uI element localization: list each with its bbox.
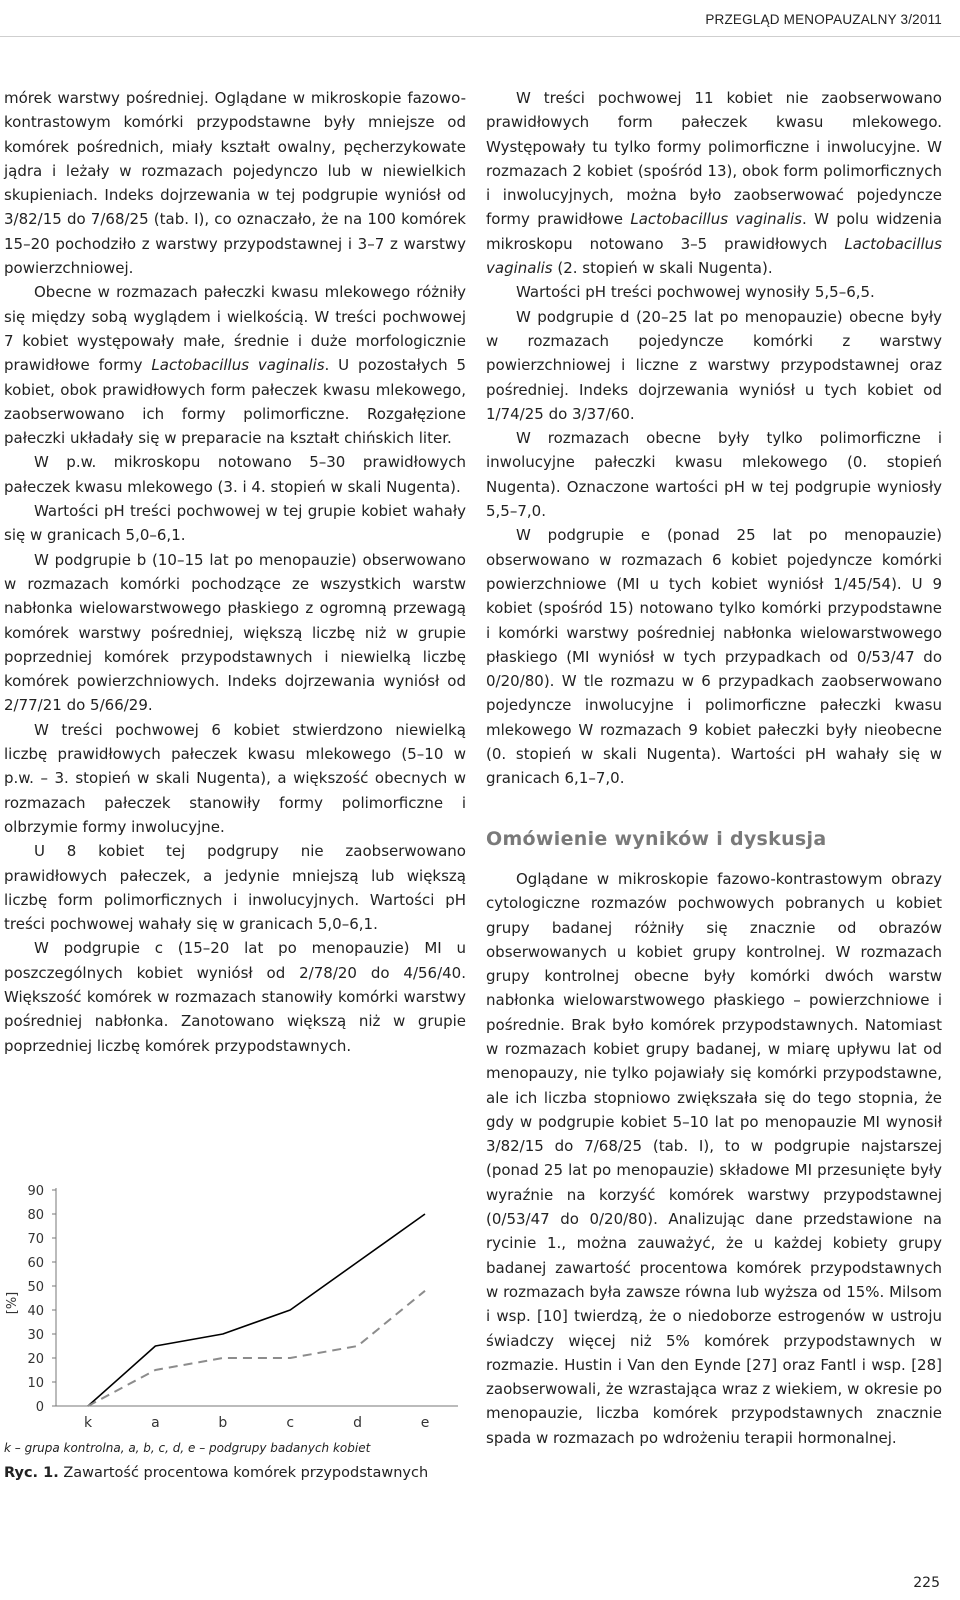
species-name: Lactobacillus vaginalis: [630, 210, 802, 229]
y-tick-label: 20: [27, 1352, 44, 1367]
left-column: [4, 86, 466, 1058]
figure-caption-text: Zawartość procentowa komórek przypodstawnych: [58, 1465, 429, 1481]
text-run: . W polu widzenia mikroskopu notowano 3–5 prawidłowych: [486, 210, 943, 253]
paragraph-subgroup-d: W podgrupie d (20–25 lat po menopauzie) obecne były w rozmazach pojedyncze komórki z warstwy powierzchniowej i liczne z warstwy przypodstawnej oraz pośredniej. Indeks dojrzewania wyniósł u tych kobiet od 1/74/25 do 3/37/60.: [486, 307, 942, 423]
paragraph-subgroup-b: W podgrupie b (10–15 lat po menopauzie) obserwowano w rozmazach komórki pochodzące ze wszystkich warstw nabłonka wielowarstwowego płaskiego z ogromną przewagą komórek warstwy pośredniej, większą liczbę niż w grupie poprzedniej komórek przypodstawnych i niewielką liczbę komórek powierzchniowych. Indeks dojrzewania wyniósł od 2/77/21 do 5/66/29.: [4, 550, 466, 715]
x-tick-label: k: [83, 1415, 93, 1431]
line-chart: [0, 1178, 470, 1436]
y-tick-label: 80: [27, 1208, 44, 1223]
running-head: PRZEGLĄD MENOPAUZALNY 3/2011: [705, 12, 942, 27]
header-rule: [0, 36, 960, 37]
x-tick-label: a: [151, 1415, 160, 1431]
paragraph-lactobacilli: [4, 280, 466, 450]
paragraph-subgroup-c: W podgrupie c (15–20 lat po menopauzie) MI u poszczególnych kobiet wyniósł od 2/78/20 do 4/56/40. Większość komórek w rozmazach stanowiły komórki warstwy pośredniej nabłonka. Zanotowano większą niż w grupie poprzedniej liczbę komórek przypodstawnych.: [4, 939, 466, 1055]
right-column: [486, 86, 942, 1450]
species-name: Lactobacillus vaginalis: [151, 356, 325, 375]
y-tick-label: 70: [27, 1232, 44, 1247]
x-tick-label: d: [353, 1415, 363, 1431]
text-run: . U pozostałych 5 kobiet, obok prawidłowych form pałeczek kwasu mlekowego, zaobserwowano ich formy polimorficzne. Rozgałęzione pałeczki układały się w preparacie na kształt chińskich liter.: [4, 356, 466, 448]
y-tick-label: 60: [27, 1256, 44, 1271]
paragraph-subgroup-b-ph: U 8 kobiet tej podgrupy nie zaobserwowano prawidłowych pałeczek, a jedynie mniejszą lub większą liczbę form polimorficznych i inwolucyjnych. Wartości pH treści pochwowej wahały się w granicach 5,0–6,1.: [4, 842, 466, 934]
paragraph-subgroup-e: W podgrupie e (ponad 25 lat po menopauzie) obserwowano w rozmazach 6 kobiet pojedyncze komórki powierzchniowe (MI u tych kobiet wyniósł 1/45/54). U 9 kobiet (spośród 15) notowano tylko komórki przypodstawne i komórki warstwy pośredniej nabłonka wielowarstwowego płaskiego (MI wyniósł w tych przypadkach od 0/53/47 do 0/20/80). W tle rozmazu w 6 przypadkach zaobserwowano pojedyncze inwolucyjne i polimorficzne pałeczki kwasu mlekowego W rozmazach 9 kobiet pałeczki były nieobecne (0. stopień w skali Nugenta). Wartości pH wahały się w granicach 6,1–7,0.: [486, 526, 942, 788]
series-line-2: [88, 1291, 425, 1406]
paragraph-ph: Wartości pH treści pochwowej w tej grupie kobiet wahały się w granicach 5,0–6,1.: [4, 502, 466, 545]
paragraph-discussion: Oglądane w mikroskopie fazowo-kontrastowym obrazy cytologiczne rozmazów pochwowych pobranych u kobiet grupy badanej różniły się znacznie od obrazów obserwowanych u kobiet grupy kontrolnej. W rozmazach grupy kontrolnej obecne były komórki dwóch warstw nabłonka wielowarstwowego płaskiego – powierzchniowe i pośrednie. Brak było komórek przypodstawnych. Natomiast w rozmazach kobiet grupy badanej, w miarę upływu lat od menopauzy, nie tylko pojawiały się komórki przypodstawne, ale ich liczba stopniowo zwiększała się do tego stopnia, że gdy w podgrupie kobiet 5–10 lat po menopauzie MI wynosił 3/82/15 do 7/68/25 (tab. I), to w podgrupie najstarszej (ponad 25 lat po menopauzie) składowe MI przesunięte były wyraźnie na korzyść komórek warstwy przypodstawnej (0/53/47 do 0/20/80). Analizując dane przedstawione na rycinie 1., można zauważyć, że u każdej kobiety grupy badanej zawartość procentowa komórek przypodstawnych w rozmazach była zawsze równa lub wyższa od 15%. Milsom i wsp. [10] twierdzą, że o niedoborze estrogenów w ustroju świadczy więcej niż 5% komórek przypodstawnych w rozmazie. Hustin i Van den Eynde [27] oraz Fantl i wsp. [28] zaobserwowali, że wzrastająca wraz z wiekiem, w okresie po menopauzie, liczba komórek przypodstawnych znacznie spada w rozmazach po wdrożeniu terapii hormonalnej.: [486, 869, 942, 1447]
y-tick-label: 50: [27, 1280, 44, 1295]
series-line-1: [88, 1214, 425, 1406]
y-tick-label: 30: [27, 1328, 44, 1343]
y-tick-label: 10: [27, 1376, 44, 1391]
section-heading: Omówienie wyników i dyskusja: [486, 827, 827, 850]
y-axis-label: [%]: [5, 1291, 20, 1315]
figure-1: [0, 1178, 470, 1478]
y-tick-label: 0: [35, 1400, 44, 1415]
figure-caption: [4, 1465, 428, 1481]
paragraph-subgroup-c-ph: Wartości pH treści pochwowej wynosiły 5,5–6,5.: [516, 283, 875, 302]
y-tick-label: 40: [27, 1304, 44, 1319]
y-tick-label: 90: [27, 1184, 44, 1199]
paragraph-continued: mórek warstwy pośredniej. Oglądane w mikroskopie fazowo-kontrastowym komórki przypodstawne były mniejsze od komórek pośrednich, miały kształt owalny, pęcherzykowate jądra i leżały w rozmazach pojedynczo lub w niewielkich skupieniach. Indeks dojrzewania w tej podgrupie wyniósł od 3/82/15 do 7/68/25 (tab. I), co oznaczało, że na 100 komórek 15–20 pochodziło z warstwy przypodstawnej i 3–7 z warstwy powierzchniowej.: [4, 89, 466, 278]
species-name: Lactobacillus vaginalis: [486, 234, 942, 278]
text-run: (2. stopień w skali Nugenta).: [552, 259, 773, 278]
paragraph-subgroup-b-flora: W treści pochwowej 6 kobiet stwierdzono niewielką liczbę prawidłowych pałeczek kwasu mlekowego (5–10 w p.w. – 3. stopień w skali Nugenta), a większość obecnych w rozmazach pałeczek stanowiły formy polimorficzne i olbrzymie formy inwolucyjne.: [4, 720, 466, 836]
text-run: Obecne w rozmazach pałeczki kwasu mlekowego różniły się między sobą wyglądem i wielkością. W treści pochwowej 7 kobiet występowały małe, średnie i duże morfologicznie prawidłowe formy: [4, 283, 466, 375]
page-number: 225: [913, 1575, 940, 1591]
x-tick-label: c: [286, 1415, 295, 1431]
x-tick-label: e: [420, 1415, 430, 1431]
paragraph-nugent: W p.w. mikroskopu notowano 5–30 prawidłowych pałeczek kwasu mlekowego (3. i 4. stopień w skali Nugenta).: [4, 453, 466, 496]
paragraph-subgroup-d-flora: W rozmazach obecne były tylko polimorficzne i inwolucyjne pałeczki kwasu mlekowego (0. stopień Nugenta). Oznaczone wartości pH w tej podgrupie wyniosły 5,5–7,0.: [486, 429, 942, 521]
paragraph-subgroup-c-flora: [486, 86, 942, 280]
figure-caption-label: Ryc. 1.: [4, 1465, 59, 1481]
text-run: W treści pochwowej 11 kobiet nie zaobserwowano prawidłowych form pałeczek kwasu mlekowego. Występowały tu tylko formy polimorficzne i inwolucyjne. W rozmazach 2 kobiet (spośród 13), obok form polimorficznych i inwolucyjnych, można było zaobserwować pojedyncze formy prawidłowe: [486, 89, 942, 229]
figure-note: k – grupa kontrolna, a, b, c, d, e – podgrupy badanych kobiet: [4, 1441, 371, 1455]
x-tick-label: b: [218, 1415, 228, 1431]
